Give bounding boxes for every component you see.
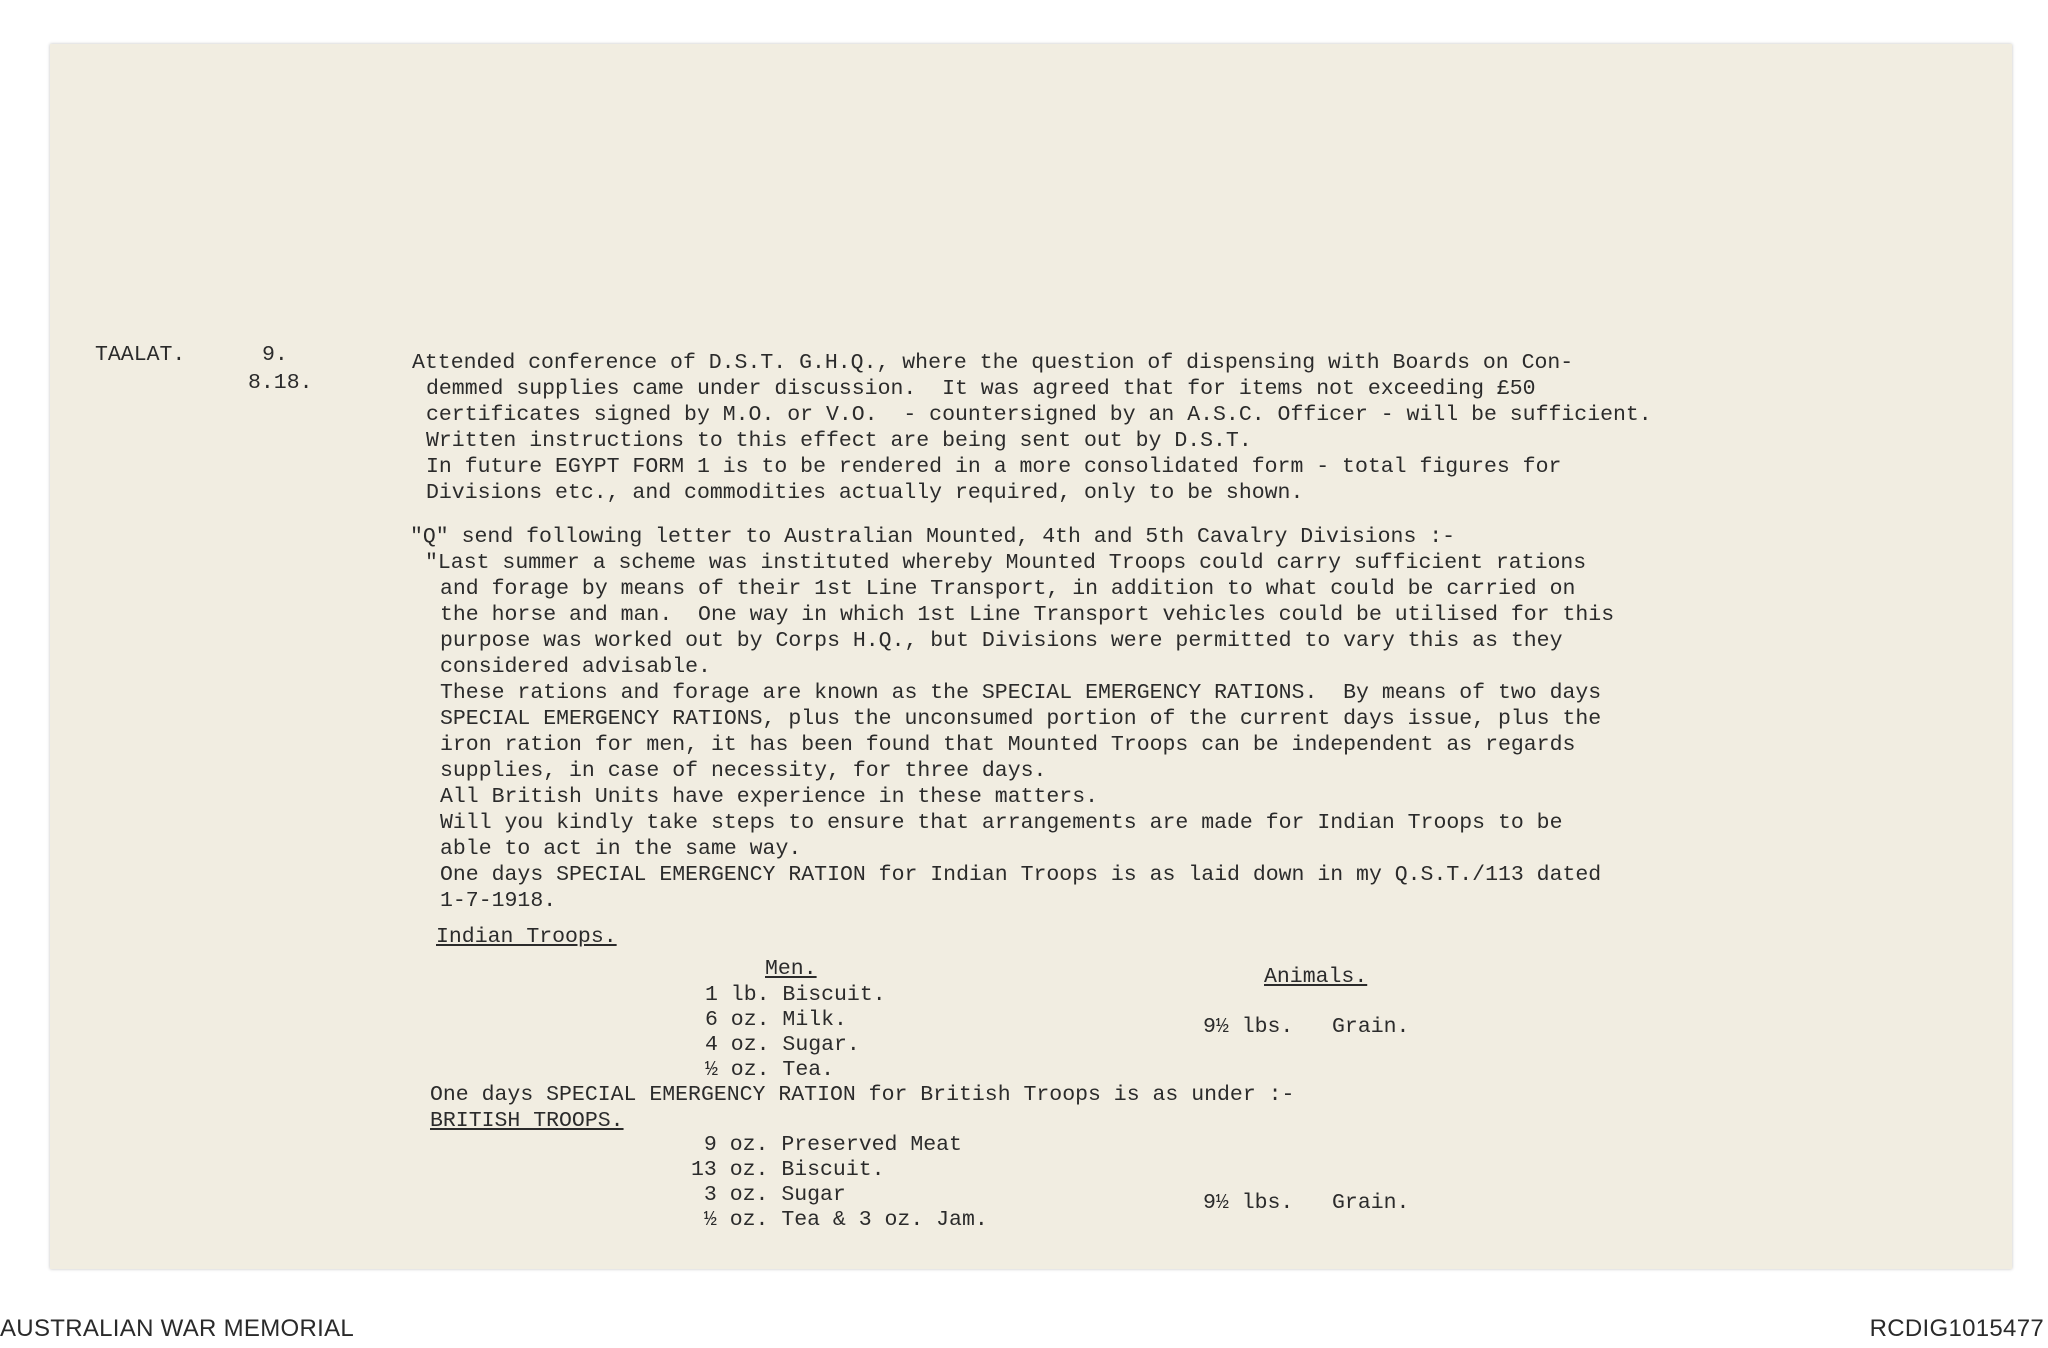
british-animals-item: 9½ lbs. Grain. [1203, 1191, 1410, 1215]
indian-animals-item: 9½ lbs. Grain. [1203, 1015, 1410, 1039]
footer-right: RCDIG1015477 [1869, 1315, 2044, 1342]
letter-line: considered advisable. [440, 655, 711, 679]
indian-men-item: 4 oz. Sugar. [705, 1033, 860, 1057]
letter-line: Will you kindly take steps to ensure that arrangements are made for Indian Troops to be [440, 811, 1563, 835]
entry-place: TAALAT. [95, 343, 186, 367]
animals-heading: Animals. [1264, 965, 1368, 989]
letter-line: iron ration for men, it has been found that Mounted Troops can be independent as regards [440, 733, 1576, 757]
letter-line: All British Units have experience in these matters. [440, 785, 1099, 809]
letter-line: the horse and man. One way in which 1st Line Transport vehicles could be utilised for this [440, 603, 1615, 627]
indian-men-item: ½ oz. Tea. [705, 1058, 835, 1082]
indian-men-item: 6 oz. Milk. [705, 1008, 847, 1032]
letter-line: purpose was worked out by Corps H.Q., but Divisions were permitted to vary this as they [440, 629, 1563, 653]
letter-line: These rations and forage are known as the SPECIAL EMERGENCY RATIONS. By means of two days [440, 681, 1602, 705]
para1-line: certificates signed by M.O. or V.O. - countersigned by an A.S.C. Officer - will be sufficient. [426, 403, 1652, 427]
british-men-item: 3 oz. Sugar [691, 1183, 846, 1207]
british-intro: One days SPECIAL EMERGENCY RATION for British Troops is as under :- [430, 1083, 1295, 1107]
para1-line: Divisions etc., and commodities actually required, only to be shown. [426, 481, 1304, 505]
letter-line: 1-7-1918. [440, 889, 557, 913]
letter-line: "Last summer a scheme was instituted whereby Mounted Troops could carry sufficient rations [425, 551, 1587, 575]
para1-line: In future EGYPT FORM 1 is to be rendered in a more consolidated form - total figures for [426, 455, 1562, 479]
british-troops-heading: BRITISH TROOPS. [430, 1109, 624, 1133]
entry-month-year: 8.18. [248, 371, 313, 395]
letter-line: and forage by means of their 1st Line Transport, in addition to what could be carried on [440, 577, 1576, 601]
para1-line: Written instructions to this effect are being sent out by D.S.T. [426, 429, 1252, 453]
para1-line: Attended conference of D.S.T. G.H.Q., where the question of dispensing with Boards on Con- [412, 351, 1574, 375]
men-heading: Men. [765, 957, 817, 981]
entry-day: 9. [262, 343, 288, 367]
letter-intro: "Q" send following letter to Australian Mounted, 4th and 5th Cavalry Divisions :- [410, 525, 1456, 549]
indian-troops-heading: Indian Troops. [436, 925, 617, 949]
british-men-item: ½ oz. Tea & 3 oz. Jam. [691, 1208, 988, 1232]
indian-men-item: 1 lb. Biscuit. [705, 983, 886, 1007]
letter-line: SPECIAL EMERGENCY RATIONS, plus the unconsumed portion of the current days issue, plus the [440, 707, 1602, 731]
footer-left: AUSTRALIAN WAR MEMORIAL [0, 1315, 355, 1342]
british-men-item: 13 oz. Biscuit. [691, 1158, 885, 1182]
letter-line: able to act in the same way. [440, 837, 802, 861]
para1-line: demmed supplies came under discussion. It was agreed that for items not exceeding £50 [426, 377, 1536, 401]
letter-line: One days SPECIAL EMERGENCY RATION for Indian Troops is as laid down in my Q.S.T./113 dated [440, 863, 1602, 887]
british-men-item: 9 oz. Preserved Meat [691, 1133, 962, 1157]
letter-line: supplies, in case of necessity, for three days. [440, 759, 1047, 783]
